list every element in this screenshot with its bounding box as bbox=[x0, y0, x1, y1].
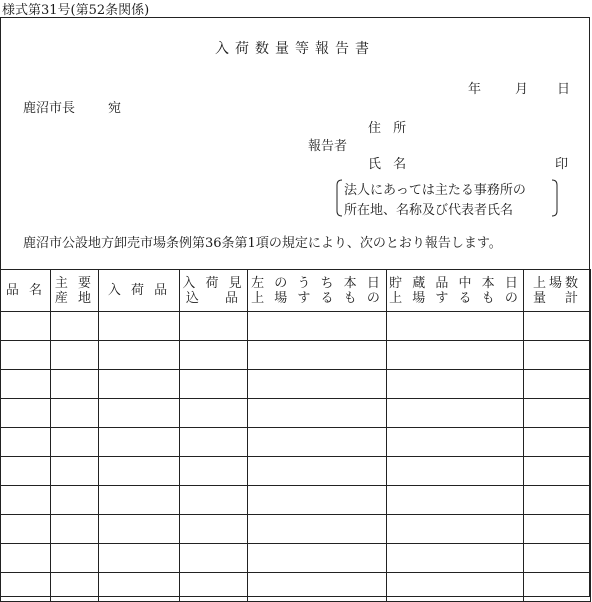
table-row bbox=[1, 428, 591, 457]
cell-listed-total[interactable] bbox=[524, 486, 591, 515]
cell-stored-listed-today[interactable] bbox=[387, 573, 524, 602]
cell-arrivals[interactable] bbox=[99, 312, 180, 341]
cell-listed-total[interactable] bbox=[524, 312, 591, 341]
date-year-label: 年 bbox=[468, 82, 482, 97]
cell-stored-listed-today[interactable] bbox=[387, 515, 524, 544]
cell-listed-total[interactable] bbox=[524, 515, 591, 544]
cell-expected-arrivals[interactable] bbox=[180, 515, 248, 544]
cell-listed-total[interactable] bbox=[524, 370, 591, 399]
cell-item-name[interactable] bbox=[1, 515, 51, 544]
cell-stored-listed-today[interactable] bbox=[387, 399, 524, 428]
cell-origin[interactable] bbox=[51, 573, 99, 602]
table-row bbox=[1, 515, 591, 544]
cell-expected-arrivals[interactable] bbox=[180, 341, 248, 370]
column-header-listed-today: 左 の う ち 本 日 上 場 す る も の bbox=[248, 270, 387, 312]
cell-arrivals[interactable] bbox=[99, 544, 180, 573]
cell-listed-today[interactable] bbox=[248, 544, 387, 573]
cell-item-name[interactable] bbox=[1, 573, 51, 602]
cell-origin[interactable] bbox=[51, 457, 99, 486]
column-header-listed-total: 上場数 量 計 bbox=[524, 270, 591, 312]
form-number-label: 様式第31号(第52条関係) bbox=[2, 3, 150, 18]
cell-item-name[interactable] bbox=[1, 428, 51, 457]
column-header-origin: 主 要 産 地 bbox=[51, 270, 99, 312]
addressee-name: 鹿沼市長 bbox=[23, 101, 76, 116]
table-row bbox=[1, 573, 591, 602]
cell-origin[interactable] bbox=[51, 515, 99, 544]
cell-listed-total[interactable] bbox=[524, 428, 591, 457]
cell-listed-total[interactable] bbox=[524, 399, 591, 428]
addressee-suffix: 宛 bbox=[108, 101, 122, 116]
cell-listed-today[interactable] bbox=[248, 370, 387, 399]
cell-listed-today[interactable] bbox=[248, 399, 387, 428]
cell-stored-listed-today[interactable] bbox=[387, 544, 524, 573]
cell-listed-total[interactable] bbox=[524, 341, 591, 370]
cell-expected-arrivals[interactable] bbox=[180, 486, 248, 515]
cell-origin[interactable] bbox=[51, 428, 99, 457]
cell-arrivals[interactable] bbox=[99, 399, 180, 428]
cell-item-name[interactable] bbox=[1, 370, 51, 399]
cell-listed-today[interactable] bbox=[248, 573, 387, 602]
cell-listed-today[interactable] bbox=[248, 486, 387, 515]
table-row bbox=[1, 486, 591, 515]
cell-stored-listed-today[interactable] bbox=[387, 457, 524, 486]
cell-arrivals[interactable] bbox=[99, 573, 180, 602]
cell-arrivals[interactable] bbox=[99, 341, 180, 370]
table-row bbox=[1, 312, 591, 341]
cell-origin[interactable] bbox=[51, 341, 99, 370]
cell-item-name[interactable] bbox=[1, 486, 51, 515]
table-header-row bbox=[1, 270, 591, 312]
cell-origin[interactable] bbox=[51, 312, 99, 341]
cell-item-name[interactable] bbox=[1, 544, 51, 573]
column-header-item-name: 品 名 bbox=[1, 270, 51, 312]
cell-expected-arrivals[interactable] bbox=[180, 544, 248, 573]
cell-origin[interactable] bbox=[51, 399, 99, 428]
table-row bbox=[1, 457, 591, 486]
cell-listed-today[interactable] bbox=[248, 428, 387, 457]
cell-item-name[interactable] bbox=[1, 341, 51, 370]
cell-item-name[interactable] bbox=[1, 399, 51, 428]
cell-expected-arrivals[interactable] bbox=[180, 573, 248, 602]
corporate-note-line: 法人にあっては主たる事務所の bbox=[344, 183, 526, 198]
cell-expected-arrivals[interactable] bbox=[180, 457, 248, 486]
table-row bbox=[1, 399, 591, 428]
cell-listed-today[interactable] bbox=[248, 341, 387, 370]
cell-listed-total[interactable] bbox=[524, 573, 591, 602]
cell-arrivals[interactable] bbox=[99, 457, 180, 486]
table-row bbox=[1, 544, 591, 573]
column-header-stored-listed-today: 貯 蔵 品 中 本 日 上 場 す る も の bbox=[387, 270, 524, 312]
name-label: 氏 名 bbox=[368, 157, 411, 172]
cell-origin[interactable] bbox=[51, 370, 99, 399]
reporter-label: 報告者 bbox=[308, 139, 348, 154]
address-label: 住 所 bbox=[368, 121, 411, 136]
corporate-note-line: 所在地、名称及び代表者氏名 bbox=[344, 203, 514, 218]
cell-arrivals[interactable] bbox=[99, 515, 180, 544]
cell-stored-listed-today[interactable] bbox=[387, 486, 524, 515]
cell-expected-arrivals[interactable] bbox=[180, 370, 248, 399]
cell-expected-arrivals[interactable] bbox=[180, 428, 248, 457]
column-header-expected-arrivals: 入 荷 見 込 品 bbox=[180, 270, 248, 312]
cell-arrivals[interactable] bbox=[99, 486, 180, 515]
report-table bbox=[0, 269, 591, 602]
column-header-arrivals: 入 荷 品 bbox=[99, 270, 180, 312]
date-month-label: 月 bbox=[515, 82, 529, 97]
report-statement: 鹿沼市公設地方卸売市場条例第36条第1項の規定により、次のとおり報告します。 bbox=[23, 236, 502, 251]
cell-listed-total[interactable] bbox=[524, 457, 591, 486]
cell-stored-listed-today[interactable] bbox=[387, 428, 524, 457]
table-row bbox=[1, 341, 591, 370]
table-row bbox=[1, 370, 591, 399]
cell-listed-total[interactable] bbox=[524, 544, 591, 573]
cell-expected-arrivals[interactable] bbox=[180, 399, 248, 428]
cell-stored-listed-today[interactable] bbox=[387, 312, 524, 341]
cell-item-name[interactable] bbox=[1, 457, 51, 486]
cell-listed-today[interactable] bbox=[248, 457, 387, 486]
document-title: 入荷数量等報告書 bbox=[215, 41, 375, 57]
cell-listed-today[interactable] bbox=[248, 312, 387, 341]
cell-expected-arrivals[interactable] bbox=[180, 312, 248, 341]
cell-stored-listed-today[interactable] bbox=[387, 370, 524, 399]
date-day-label: 日 bbox=[557, 82, 571, 97]
cell-listed-today[interactable] bbox=[248, 515, 387, 544]
cell-item-name[interactable] bbox=[1, 312, 51, 341]
cell-origin[interactable] bbox=[51, 544, 99, 573]
cell-origin[interactable] bbox=[51, 486, 99, 515]
cell-arrivals[interactable] bbox=[99, 370, 180, 399]
cell-arrivals[interactable] bbox=[99, 428, 180, 457]
seal-mark: 印 bbox=[555, 157, 569, 172]
cell-stored-listed-today[interactable] bbox=[387, 341, 524, 370]
